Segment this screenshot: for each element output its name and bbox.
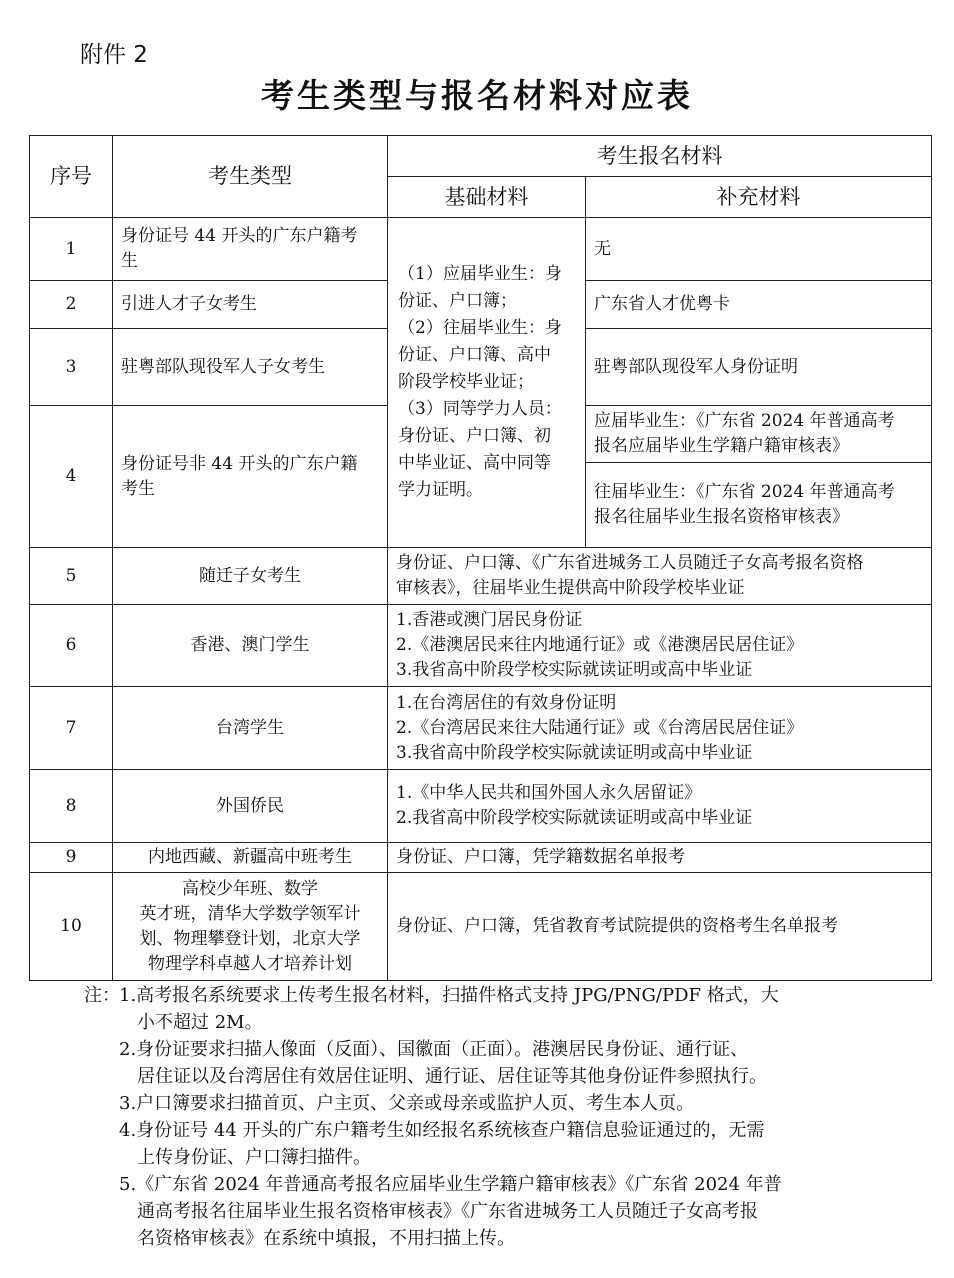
table-row [30,843,932,873]
supplement-material: 无 [586,218,932,281]
header-supplement: 补充材料 [586,177,932,218]
table-row [30,548,932,605]
table-row [30,687,932,770]
attachment-label: 附件 2 [80,42,148,68]
student-type: 内地西藏、新疆高中班考生 [113,843,388,873]
registration-materials: 身份证、户口簿、《广东省进城务工人员随迁子女高考报名资格 审核表》，往届毕业生提供高中阶段学校毕业证 [388,548,932,605]
student-type: 身份证号 44 开头的广东户籍考 生 [113,218,388,281]
supplement-material: 驻粤部队现役军人身份证明 [586,329,932,406]
page-title: 考生类型与报名材料对应表 [261,76,693,115]
base-materials: （1）应届毕业生：身 份证、户口簿； （2）往届毕业生：身 份证、户口簿、高中 阶段学校毕业证； （3）同等学力人员： 身份证、户口簿、初 中毕业证、高中同等 学力证明。 [388,218,586,548]
registration-materials: 身份证、户口簿，凭学籍数据名单报考 [388,843,932,873]
supplement-material-fresh-graduate: 应届毕业生：《广东省 2024 年普通高考 报名应届毕业生学籍户籍审核表》 [586,406,932,463]
notes-label: 注： [84,985,120,1006]
student-type: 身份证号非 44 开头的广东户籍 考生 [113,406,388,548]
student-type: 台湾学生 [113,687,388,770]
registration-materials: 1.《中华人民共和国外国人永久居留证》 2.我省高中阶段学校实际就读证明或高中毕业证 [388,770,932,843]
note-item: 5.《广东省 2024 年普通高考报名应届毕业生学籍户籍审核表》《广东省 2024 年普 通高考报名往届毕业生报名资格审核表》《广东省进城务工人员随迁子女高考报 名资格审核表》在系统中填报，不用扫描上传。 [119,1174,782,1249]
table-row [30,873,932,981]
header-type: 考生类型 [113,136,388,218]
row-number: 6 [30,605,113,687]
header-index: 序号 [30,136,113,218]
table-row [30,218,932,281]
registration-materials: 1.在台湾居住的有效身份证明 2.《台湾居民来往大陆通行证》或《台湾居民居住证》 3.我省高中阶段学校实际就读证明或高中毕业证 [388,687,932,770]
student-type: 高校少年班、数学 英才班，清华大学数学领军计 划、物理攀登计划，北京大学 物理学科卓越人才培养计划 [113,873,388,981]
row-number: 7 [30,687,113,770]
row-number: 1 [30,218,113,281]
row-number: 9 [30,843,113,873]
row-number: 4 [30,406,113,548]
row-number: 3 [30,329,113,406]
header-base: 基础材料 [388,177,586,218]
row-number: 10 [30,873,113,981]
row-number: 8 [30,770,113,843]
registration-materials: 1.香港或澳门居民身份证 2.《港澳居民来往内地通行证》或《港澳居民居住证》 3.我省高中阶段学校实际就读证明或高中毕业证 [388,605,932,687]
note-item: 3.户口簿要求扫描首页、户主页、父亲或母亲或监护人页、考生本人页。 [119,1093,695,1114]
supplement-material-past-graduate: 往届毕业生：《广东省 2024 年普通高考 报名往届毕业生报名资格审核表》 [586,463,932,548]
row-number: 2 [30,281,113,329]
materials-table [29,135,932,981]
header-materials: 考生报名材料 [388,136,932,177]
note-item: 2.身份证要求扫描人像面（反面）、国徽面（正面）。港澳居民身份证、通行证、 居住证以及台湾居住有效居住证明、通行证、居住证等其他身份证件参照执行。 [119,1039,767,1087]
row-number: 5 [30,548,113,605]
student-type: 香港、澳门学生 [113,605,388,687]
supplement-material: 广东省人才优粤卡 [586,281,932,329]
note-item: 注： 1.高考报名系统要求上传考生报名材料，扫描件格式支持 JPG/PNG/PDF 格式，大 小不超过 2M。 [84,982,894,1036]
notes [84,982,894,1252]
student-type: 随迁子女考生 [113,548,388,605]
note-item: 4.身份证号 44 开头的广东户籍考生如经报名系统核查户籍信息验证通过的，无需 上传身份证、户口簿扫描件。 [119,1120,765,1168]
table-row [30,605,932,687]
student-type: 外国侨民 [113,770,388,843]
student-type: 引进人才子女考生 [113,281,388,329]
table-row [30,770,932,843]
student-type: 驻粤部队现役军人子女考生 [113,329,388,406]
registration-materials: 身份证、户口簿，凭省教育考试院提供的资格考生名单报考 [388,873,932,981]
